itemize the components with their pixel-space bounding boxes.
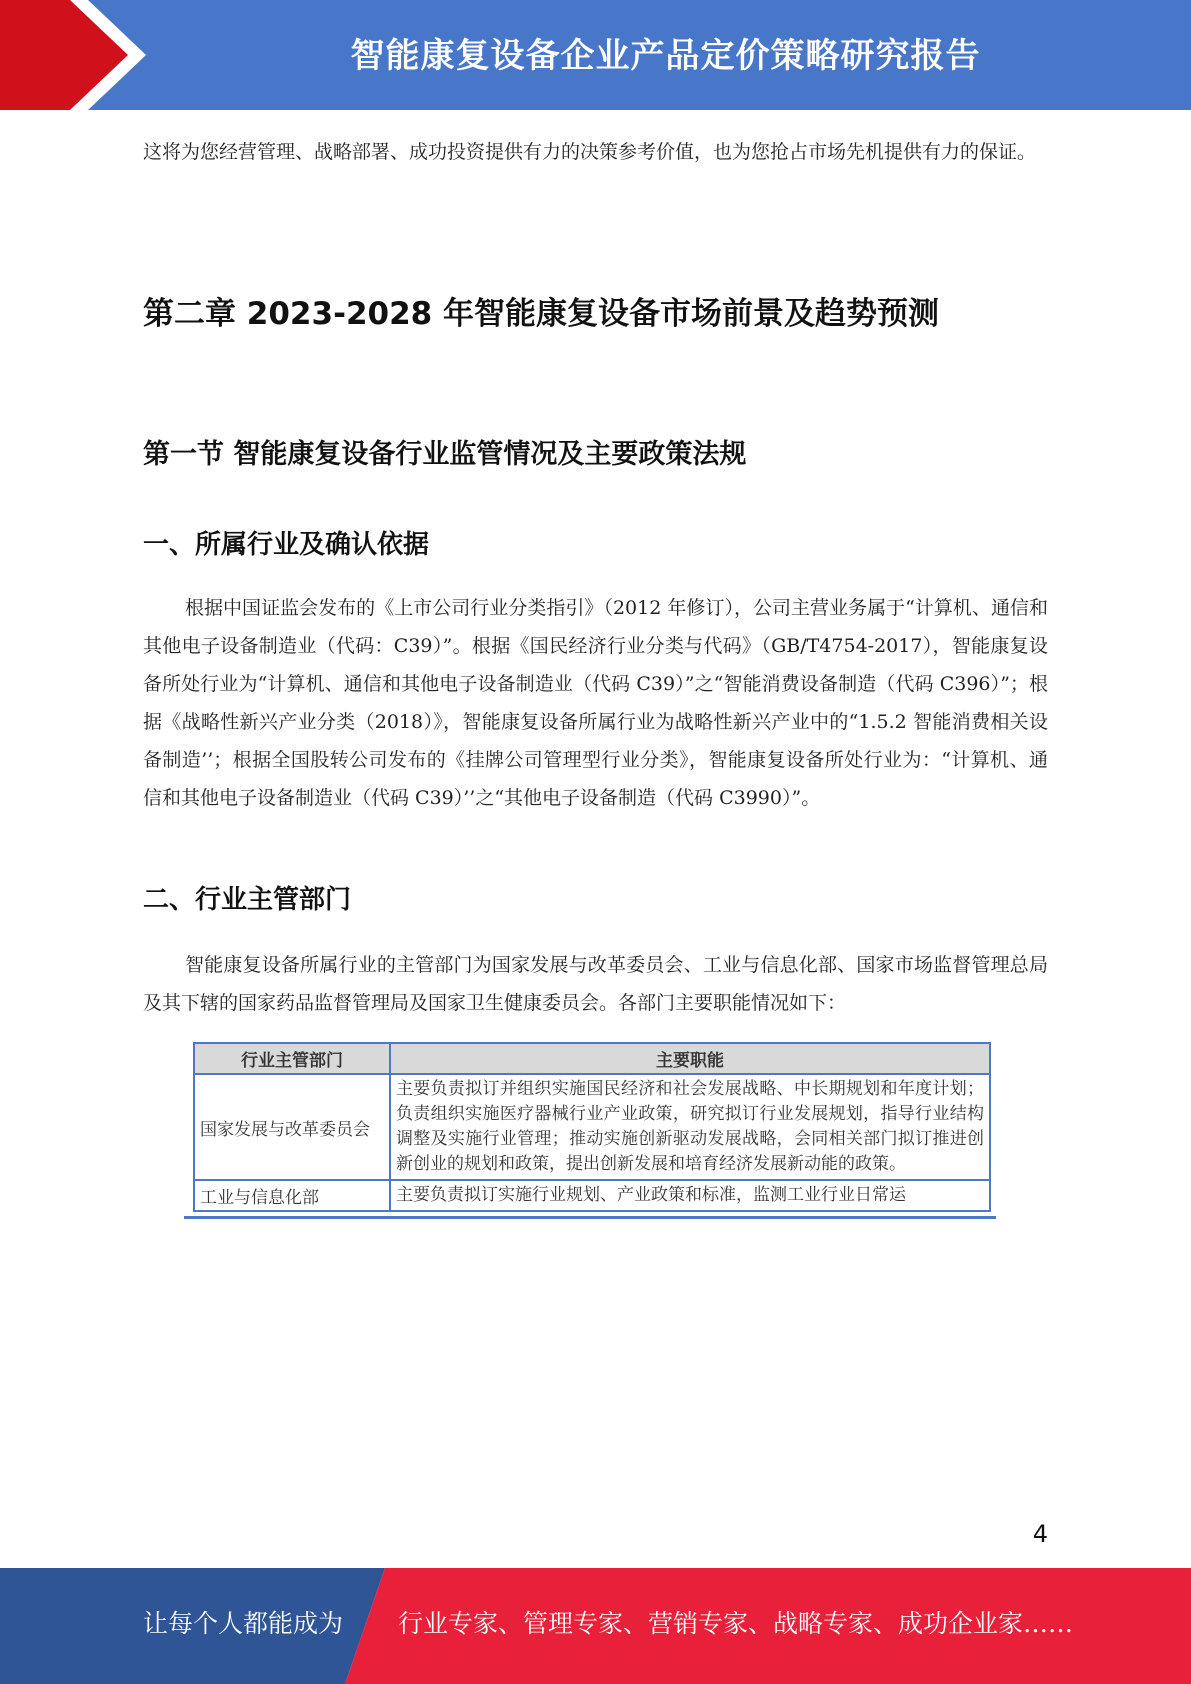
footer-banner bbox=[0, 1568, 1191, 1684]
table-row bbox=[194, 1074, 990, 1180]
report-title: 智能康复设备企业产品定价策略研究报告 bbox=[350, 36, 981, 76]
footer-slogan-left: 让每个人都能成为 bbox=[143, 1609, 344, 1638]
table-cell-functions: 主要负责拟订实施行业规划、产业政策和标准，监测工业行业日常运 bbox=[390, 1180, 990, 1211]
table-row bbox=[194, 1180, 990, 1211]
table-header-functions: 主要职能 bbox=[390, 1043, 990, 1074]
table-header-department: 行业主管部门 bbox=[194, 1043, 390, 1074]
authorities-table bbox=[193, 1042, 991, 1212]
subsection-title-authorities: 二、行业主管部门 bbox=[143, 885, 352, 915]
intro-paragraph: 这将为您经营管理、战略部署、成功投资提供有力的决策参考价值，也为您抢占市场先机提供有力的保证。 bbox=[143, 141, 1037, 163]
industry-paragraph: 根据中国证监会发布的《上市公司行业分类指引》（2012 年修订），公司主营业务属于“计算机、通信和其他电子设备制造业（代码：C39）”。根据《国民经济行业分类与代码》（GB/T4754-2017），智能康复设备所处行业为“计算机、通信和其他电子设备制造业（代码 C39）”之“智能消费设备制造（代码 C396）”；根据《战略性新兴产业分类（2018）》，智能康复设备所属行业为战略性新兴产业中的“1.5.2 智能消费相关设备制造’’；根据全国股转公司发布的《挂牌公司管理型行业分类》，智能康复设备所处行业为：“计算机、通信和其他电子设备制造业（代码 C39）’’之“其他电子设备制造（代码 C3990）”。 bbox=[143, 597, 1048, 809]
page-number: 4 bbox=[1032, 1520, 1048, 1548]
table-bottom-rule bbox=[184, 1216, 996, 1219]
table-cell-department: 工业与信息化部 bbox=[194, 1180, 390, 1211]
red-chevron-decoration bbox=[0, 0, 150, 110]
authorities-paragraph: 智能康复设备所属行业的主管部门为国家发展与改革委员会、工业与信息化部、国家市场监督管理总局及其下辖的国家药品监督管理局及国家卫生健康委员会。各部门主要职能情况如下： bbox=[143, 954, 1048, 1014]
table-cell-department: 国家发展与改革委员会 bbox=[194, 1074, 390, 1180]
table-header-row bbox=[194, 1043, 990, 1074]
chapter-title: 第二章 2023-2028 年智能康复设备市场前景及趋势预测 bbox=[143, 296, 940, 332]
section-title: 第一节 智能康复设备行业监管情况及主要政策法规 bbox=[143, 439, 747, 470]
table-cell-functions: 主要负责拟订并组织实施国民经济和社会发展战略、中长期规划和年度计划；负责组织实施医疗器械行业产业政策，研究拟订行业发展规划，指导行业结构调整及实施行业管理；推动实施创新驱动发展战略，会同相关部门拟订推进创新创业的规划和政策，提出创新发展和培育经济发展新动能的政策。 bbox=[390, 1074, 990, 1180]
header-banner bbox=[0, 0, 1191, 110]
footer-slogan-right: 行业专家、管理专家、营销专家、战略专家、成功企业家…… bbox=[398, 1609, 1074, 1638]
subsection-title-industry: 一、所属行业及确认依据 bbox=[143, 530, 430, 560]
